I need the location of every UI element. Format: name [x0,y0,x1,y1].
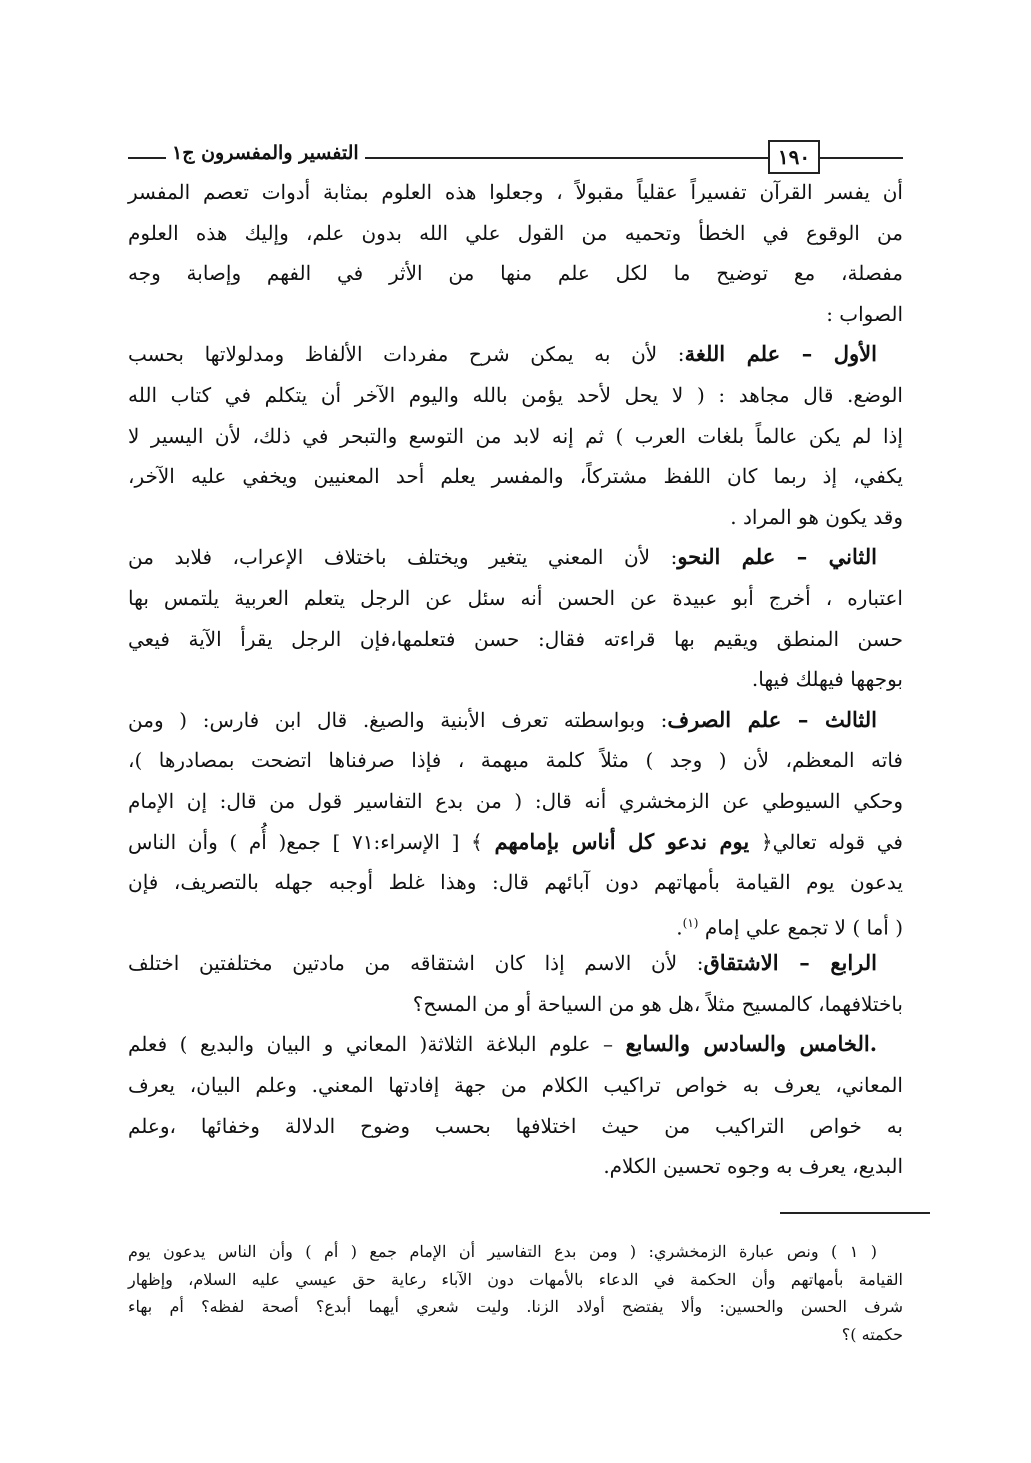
text-segment: وقد يكون هو المراد . [730,504,903,529]
text-line [128,253,903,294]
text-segment: أن يفسر القرآن تفسيراً عقلياً مقبولاً ، وجعلوا هذه العلوم بمثابة أدوات تعصم المفسر [128,180,903,204]
bold-heading: الثالث – علم الصرف [667,706,877,732]
text-line [128,700,903,741]
bold-heading: .الخامس والسادس والسابع [625,1031,878,1057]
text-segment: – علوم البلاغة الثلاثة( المعاني و البيان والبديع ) فعلم [128,1032,626,1057]
text-segment: مفصلة، مع توضيح ما لكل علم منها من الأثر في الفهم وإصابة وجه [128,261,903,286]
text-line [128,537,903,578]
text-line [128,1065,903,1106]
text-line [128,1106,903,1147]
text-segment: بوجهها فيهلك فيها. [751,667,903,692]
paragraph [128,700,903,944]
paragraph [128,1024,903,1186]
footnote-line: شرف الحسن والحسين: وألا يفتضح أولاد الزنا. وليت شعري أيهما أبدع؟ أصحة لفظه؟ أم بهاء [128,1297,903,1316]
footnote-divider [780,1212,930,1214]
text-segment: ﴾ [ الإسراء:٧١ ] جمع( أُم ) وأن الناس [128,829,495,854]
footnote-line: حكمته )؟ [841,1324,903,1344]
text-segment: البديع، يعرف به وجوه تحسين الكلام. [603,1154,903,1179]
text-line [128,903,903,944]
footnote-line: ( ١ ) ونص عبارة الزمخشري: ( ومن بدع التفاسير أن الإمام جمع ( أم ) وأن الناس يدعون يوم [128,1242,878,1261]
text-segment: حسن المنطق ويقيم بها قراءته فقال: حسن فتعلمها،فإن الرجل يقرأ الآية فيعي [128,626,903,651]
text-segment: اعتباره ، أخرج أبو عبيدة عن الحسن أنه سئل عن الرجل يتعلم العربية يلتمس بها [128,585,903,610]
footnote [128,1238,903,1348]
main-text [128,172,903,1187]
bold-heading: الأول – علم اللغة [684,341,877,367]
footnote-ref: (١) [682,915,699,930]
text-segment: : لأن به يمكن شرح مفردات الألفاظ ومدلولاتها بحسب [128,342,685,367]
text-line [128,172,903,213]
text-segment: به خواص التراكيب من حيث اختلافها بحسب وضوح الدلالة وخفائها ،وعلم [128,1113,903,1138]
text-line [128,294,903,335]
text-segment: . [676,915,683,940]
book-title: التفسير والمفسرون ج١ [166,142,365,164]
text-line [128,416,903,457]
text-line [128,334,903,375]
text-segment: من الوقوع في الخطأ وتحميه من القول علي الله بدون علم، وإليك هذه العلوم [128,220,903,245]
text-line [128,740,903,781]
text-line [128,1146,903,1187]
text-line [128,984,903,1025]
text-segment: باختلافهما، كالمسيح مثلاً ،هل هو من السياحة أو من المسح؟ [412,991,903,1016]
footnote-line: القيامة بأمهاتهم وأن الحكمة في الدعاء بالأمهات دون الآباء رعاية حق عيسي عليه السلام، وإظهار [128,1269,903,1289]
text-line [128,619,903,660]
text-line [128,822,903,863]
page-number: ١٩٠ [768,140,820,174]
bold-heading: الرابع – الاشتقاق [703,950,877,976]
paragraph [128,334,903,537]
bold-heading: الثاني – علم النحو [677,544,877,570]
text-segment: الصواب : [826,301,903,326]
text-line [128,578,903,619]
text-segment: المعاني، يعرف به خواص تراكيب الكلام من جهة إفادتها المعني. وعلم البيان، يعرف [128,1073,903,1098]
text-segment: ( أما ) لا تجمع علي إمام [698,915,903,940]
text-segment: يدعون يوم القيامة بأمهاتهم دون آبائهم قال: وهذا غلط أوجبه جهله بالتصريف، فإن [128,870,903,895]
text-segment: : لأن المعني يتغير ويختلف باختلاف الإعراب، فلابد من [128,545,678,570]
text-line [128,781,903,822]
paragraph [128,172,903,334]
text-line [128,1024,903,1065]
text-segment: : لأن الاسم إذا كان اشتقاقه من مادتين مختلفتين اختلف [128,951,704,976]
paragraph [128,537,903,699]
text-line [128,213,903,254]
paragraph [128,943,903,1024]
text-segment: في قوله تعالي﴿ [749,829,903,854]
bold-heading: يوم ندعو كل أناس بإمامهم [494,828,750,854]
text-segment: فاته المعظم، لأن ( وجد ) مثلاً كلمة مبهمة ، فإذا صرفناها اتضحت بمصادرها )، [128,748,903,773]
text-segment: وحكي السيوطي عن الزمخشري أنه قال: ( من بدع التفاسير قول من قال: إن الإمام [128,788,903,813]
text-line [128,862,903,903]
text-segment: إذا لم يكن عالماً بلغات العرب ) ثم إنه لابد من التوسع والتبحر في ذلك، لأن اليسير لا [128,423,903,448]
text-line [128,943,903,984]
text-segment: الوضع. قال مجاهد : ( لا يحل لأحد يؤمن بالله واليوم الآخر أن يتكلم في كتاب الله [128,382,903,407]
text-line [128,375,903,416]
running-header [128,140,903,176]
text-segment: : وبواسطته تعرف الأبنية والصيغ. قال ابن فارس: ( ومن [128,707,668,732]
text-line [128,456,903,497]
text-line [128,659,903,700]
text-segment: يكفي، إذ ربما كان اللفظ مشتركاً، والمفسر يعلم أحد المعنيين ويخفي عليه الآخر، [128,464,903,489]
text-line [128,497,903,538]
